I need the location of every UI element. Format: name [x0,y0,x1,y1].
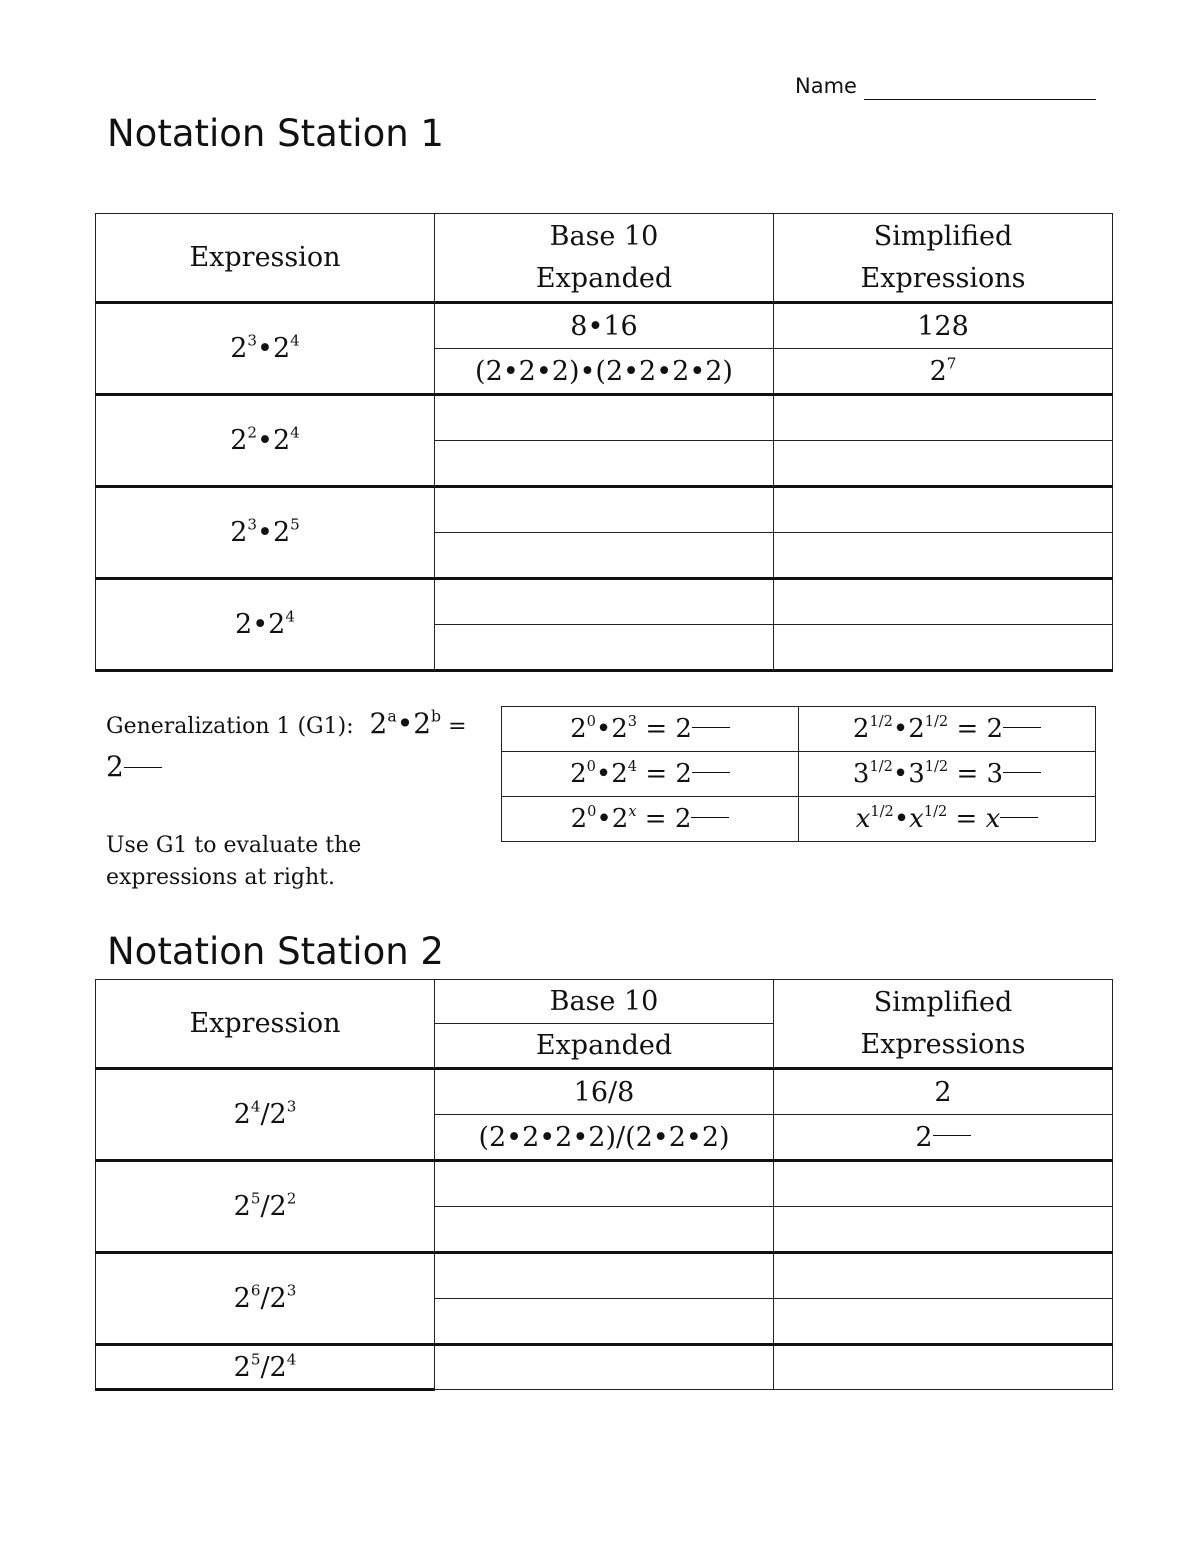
practice-cell[interactable]: $2^0•2^3 = 2$ [502,707,799,752]
answer-cell[interactable] [435,487,774,533]
expression-cell: $2^5/2^2$ [96,1161,435,1253]
answer-cell[interactable] [774,1253,1113,1299]
generalization-practice-table [501,706,1096,842]
answer-cell[interactable] [774,579,1113,625]
expression-cell: $2^3•2^5$ [96,487,435,579]
answer-cell[interactable] [435,1207,774,1253]
expression-cell: $2^3•2^4$ [96,303,435,395]
station-1-table [95,213,1113,672]
header-expression: Expression [96,980,435,1069]
generalization-instruction: Use G1 to evaluate the expressions at right. [106,833,362,890]
simplified-cell: 128 [774,303,1113,349]
simplified-cell: 2 [774,1069,1113,1115]
answer-cell[interactable] [435,533,774,579]
name-label: Name [795,74,857,98]
answer-cell[interactable] [435,625,774,671]
station-1-title: Notation Station 1 [107,112,444,155]
answer-cell[interactable] [774,533,1113,579]
answer-cell[interactable] [774,1345,1113,1390]
answer-cell[interactable] [435,579,774,625]
expression-cell: $2•2^4$ [96,579,435,671]
header-simplified: Simplified Expressions [774,980,1113,1069]
simplified-exponent-cell[interactable]: 2 [774,1115,1113,1161]
answer-cell[interactable] [774,1299,1113,1345]
answer-cell[interactable] [774,487,1113,533]
expanded-cell: (2•2•2)•(2•2•2•2) [435,349,774,395]
answer-cell[interactable] [435,1253,774,1299]
answer-cell[interactable] [435,395,774,441]
practice-cell[interactable]: $x^{1/2}•x^{1/2} = x$ [799,797,1096,842]
answer-cell[interactable] [774,625,1113,671]
generalization-statement: Generalization 1 (G1): 2$^a$•2$^b$ = 2 [106,706,467,783]
header-simplified: Simplified Expressions [774,214,1113,303]
base10-cell: 16/8 [435,1069,774,1115]
answer-cell[interactable] [435,441,774,487]
expanded-cell: (2•2•2•2)/(2•2•2) [435,1115,774,1161]
answer-cell[interactable] [774,395,1113,441]
header-base10-expanded: Base 10 Expanded [435,214,774,303]
answer-cell[interactable] [435,1299,774,1345]
answer-cell[interactable] [435,1161,774,1207]
answer-cell[interactable] [774,1207,1113,1253]
answer-cell[interactable] [435,1345,774,1390]
practice-cell[interactable]: $2^0•2^x = 2$ [502,797,799,842]
practice-cell[interactable]: $2^0•2^4 = 2$ [502,752,799,797]
station-2-title: Notation Station 2 [107,930,444,973]
header-base10: Base 10 [435,980,774,1024]
name-field-line[interactable] [864,99,1096,100]
generalization-label: Generalization 1 (G1): [106,714,354,739]
answer-cell[interactable] [774,441,1113,487]
practice-cell[interactable]: $2^{1/2}•2^{1/2} = 2$ [799,707,1096,752]
practice-cell[interactable]: $3^{1/2}•3^{1/2} = 3$ [799,752,1096,797]
expression-cell: $2^6/2^3$ [96,1253,435,1345]
header-expression: Expression [96,214,435,303]
base10-cell: 8•16 [435,303,774,349]
answer-cell[interactable] [774,1161,1113,1207]
simplified-exponent-cell: $2^7$ [774,349,1113,395]
expression-cell: $2^5/2^4$ [96,1345,435,1390]
header-expanded: Expanded [435,1024,774,1069]
station-2-table [95,979,1113,1391]
expression-cell: $2^2•2^4$ [96,395,435,487]
answer-blank[interactable] [124,767,162,768]
expression-cell: $2^4/2^3$ [96,1069,435,1161]
